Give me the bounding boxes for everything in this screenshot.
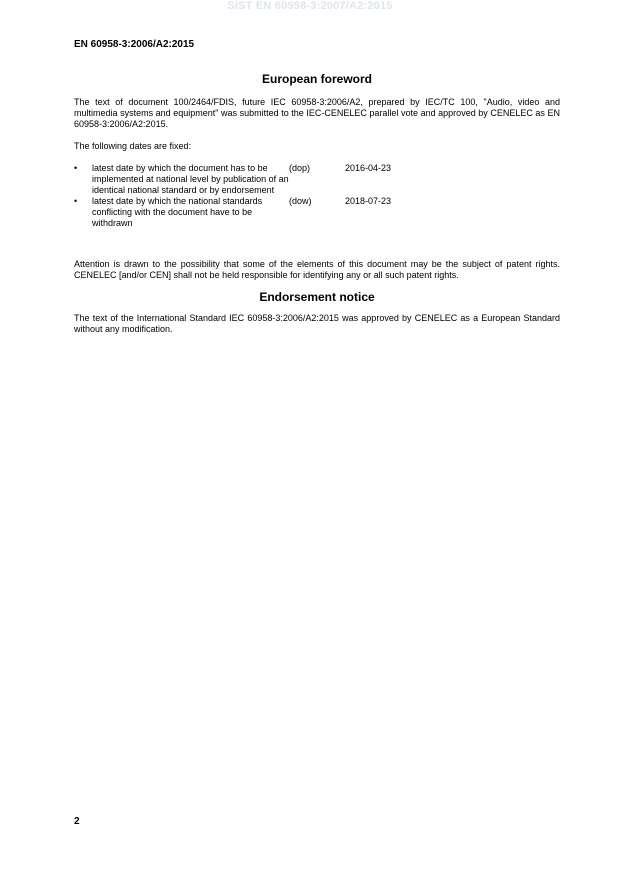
attention-paragraph: Attention is drawn to the possibility that some of the elements of this document may be the subject of patent rights. CENELEC [and/or CEN] shall not be held responsible for identifying any or all such patent rights. bbox=[74, 259, 560, 280]
page-number: 2 bbox=[74, 816, 80, 827]
endorsement-heading: Endorsement notice bbox=[259, 290, 375, 304]
dates-list bbox=[74, 163, 560, 229]
page-content bbox=[74, 72, 560, 335]
foreword-paragraph: The text of document 100/2464/FDIS, future IEC 60958-3:2006/A2, prepared by IEC/TC 100, "Audio, video and multimedia systems and equipment" was submitted to the IEC-CENELEC parallel vote and approved by CENELEC as EN 60958-3:2006/A2:2015. bbox=[74, 97, 560, 129]
foreword-heading: European foreword bbox=[261, 72, 372, 86]
date-abbreviation: (dop) bbox=[289, 163, 311, 173]
document-id: EN 60958-3:2006/A2:2015 bbox=[74, 39, 195, 50]
date-value: 2018-07-23 bbox=[345, 196, 392, 206]
list-item bbox=[74, 196, 560, 229]
bullet-icon: • bbox=[74, 163, 78, 173]
date-value: 2016-04-23 bbox=[345, 163, 392, 173]
watermark: SIST EN 60958-3:2007/A2:2015 bbox=[227, 0, 393, 12]
endorsement-paragraph: The text of the International Standard IEC 60958-3:2006/A2:2015 was approved by CENELEC as a European Standard without any modification. bbox=[74, 313, 560, 334]
date-description: latest date by which the national standards conflicting with the document have to be withdrawn bbox=[92, 196, 263, 228]
dates-intro: The following dates are fixed: bbox=[74, 141, 192, 151]
list-item bbox=[74, 163, 560, 196]
spacer bbox=[74, 229, 560, 259]
date-abbreviation: (dow) bbox=[289, 196, 312, 206]
bullet-icon: • bbox=[74, 196, 78, 206]
date-description: latest date by which the document has to be implemented at national level by publication of an identical national standard or by endorsement bbox=[92, 163, 289, 195]
